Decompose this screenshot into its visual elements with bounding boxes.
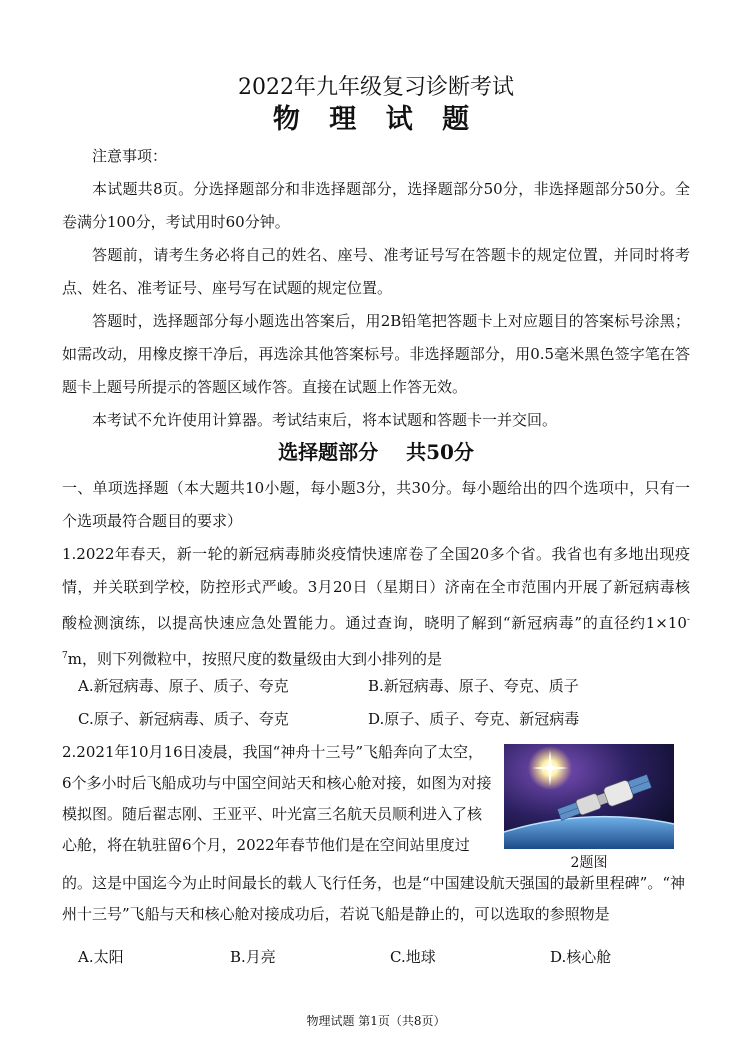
page-footer: 物理试题 第1页（共8页） [306, 1014, 446, 1028]
question-1-exponent: -7 [62, 615, 690, 661]
subject-title: 物 理 试 题 [272, 104, 480, 135]
question-1-text-a: 1.2022年春天，新一轮的新冠病毒肺炎疫情快速席卷了全国20多个省。我省也有多地出现疫情，并关联到学校，防控形式严峻。3月20日（星期日）济南在全市范围内开展了新冠病毒核酸检测演练，以提高快速应急处置能力。通过查询，晓明了解到“新冠病毒”的直径约1×10 [62, 545, 690, 632]
q2-option-a: A.太阳 [78, 948, 124, 966]
notice-heading: 注意事项： [92, 147, 168, 165]
question-1-text-b: m，则下列微粒中，按照尺度的数量级由大到小排列的是 [67, 650, 442, 668]
q1-option-d: D.原子、质子、夸克、新冠病毒 [368, 710, 580, 728]
question-1-stem [62, 538, 690, 676]
q2-option-d: D.核心舱 [550, 948, 612, 966]
spacecraft-docking-image [504, 744, 674, 849]
q1-option-a: A.新冠病毒、原子、质子、夸克 [78, 677, 289, 695]
exam-title: 2022年九年级复习诊断考试 [238, 75, 514, 100]
part1-instructions: 一、单项选择题（本大题共10小题，每小题3分，共30分。每小题给出的四个选项中，只有一个选项最符合题目的要求） [62, 479, 690, 530]
question-2-stem-a: 2.2021年10月16日凌晨，我国“神舟十三号”飞船奔向了太空，6个多小时后飞船成功与中国空间站天和核心舱对接，如图为对接模拟图。随后翟志刚、王亚平、叶光富三名航天员顺利进入了核心舱，将在轨驻留6个月，2022年春节他们是在空间站里度过 [62, 743, 492, 854]
question-2-stem-b: 的。这是中国迄今为止时间最长的载人飞行任务，也是“中国建设航天强国的最新里程碑”。“神州十三号”飞船与天和核心舱对接成功后，若说飞船是静止的，可以选取的参照物是 [62, 874, 686, 923]
section-title [0, 436, 752, 465]
figure-caption: 2题图 [570, 855, 608, 871]
notice-paragraph-2: 答题前，请考生务必将自己的姓名、座号、准考证号写在答题卡的规定位置，并同时将考点、姓名、准考证号、座号写在试题的规定位置。 [62, 246, 690, 297]
notice-paragraph-4: 本考试不允许使用计算器。考试结束后，将本试题和答题卡一并交回。 [92, 411, 558, 429]
notice-paragraph-3: 答题时，选择题部分每小题选出答案后，用2B铅笔把答题卡上对应题目的答案标号涂黑；如需改动，用橡皮擦干净后，再选涂其他答案标号。非选择题部分，用0.5毫米黑色签字笔在答题卡上题号所提示的答题区域作答。直接在试题上作答无效。 [62, 312, 690, 396]
q2-option-c: C.地球 [390, 948, 436, 966]
q1-option-b: B.新冠病毒、原子、夸克、质子 [368, 677, 579, 695]
q1-option-c: C.原子、新冠病毒、质子、夸克 [78, 710, 289, 728]
notice-paragraph-1: 本试题共8页。分选择题部分和非选择题部分，选择题部分50分，非选择题部分50分。全卷满分100分，考试用时60分钟。 [62, 180, 690, 231]
section-name: 选择题部分 [278, 440, 379, 464]
section-score: 共50分 [406, 440, 474, 464]
q2-option-b: B.月亮 [230, 948, 276, 966]
